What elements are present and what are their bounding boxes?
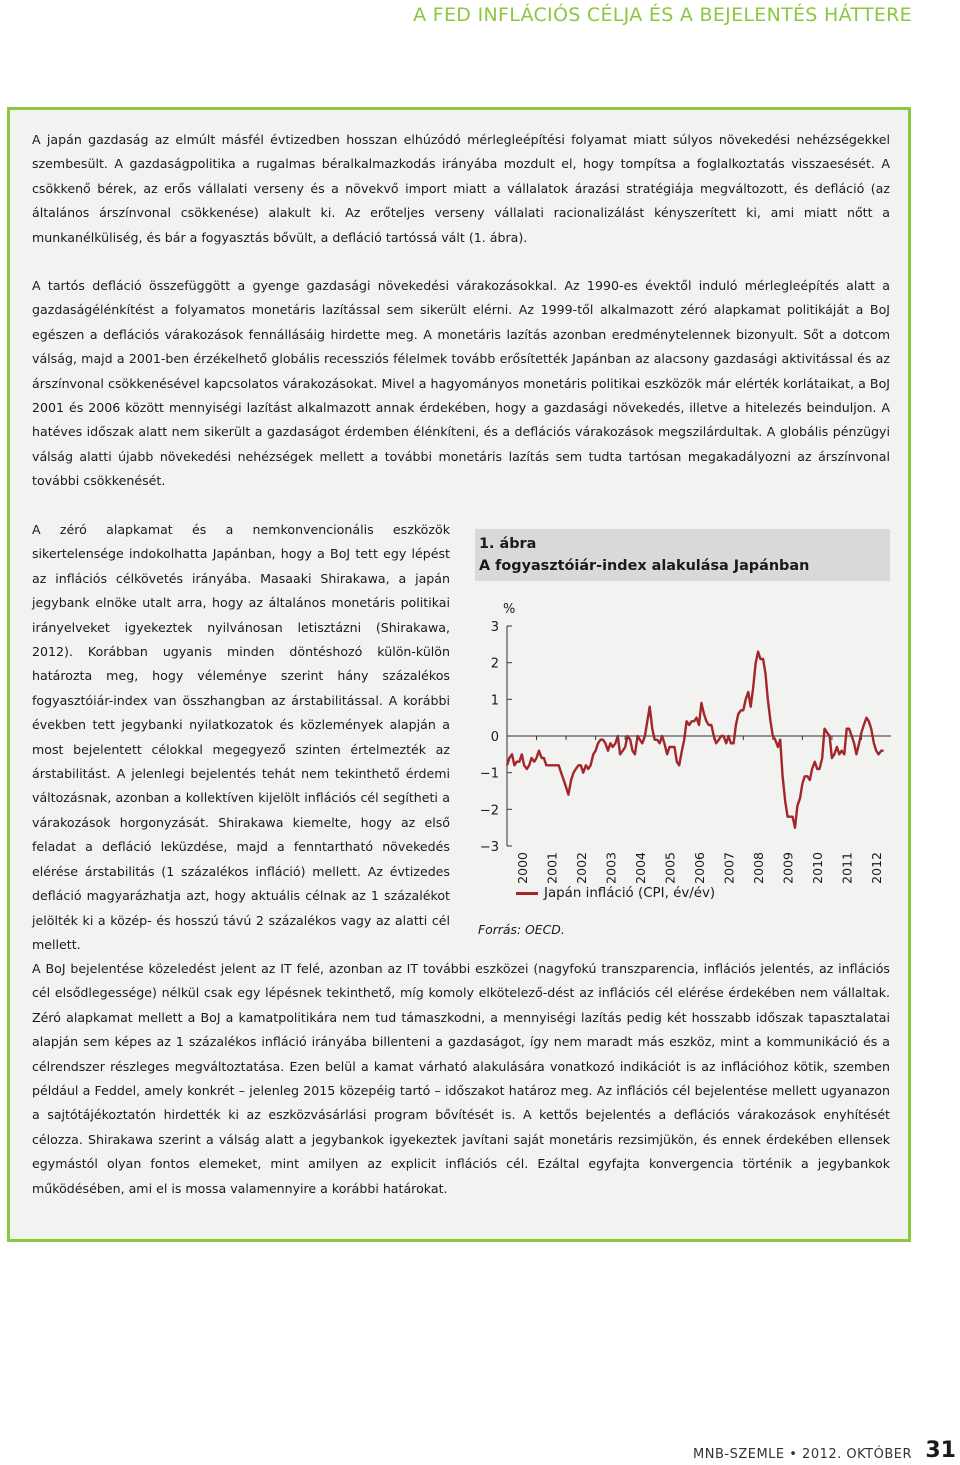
footer-journal: MNB-SZEMLE • 2012. OKTÓBER: [693, 1447, 912, 1462]
y-tick-label: 2: [490, 656, 499, 672]
y-tick-label: 3: [490, 620, 499, 635]
y-unit-label: %: [503, 602, 516, 617]
x-tick-label: 2011: [839, 852, 855, 884]
y-tick-label: −3: [479, 840, 499, 855]
cpi-series-line: [507, 652, 884, 828]
x-tick-label: 2012: [869, 852, 885, 884]
chart-legend: [516, 886, 715, 901]
x-tick-label: 2004: [632, 852, 648, 884]
y-tick-label: 1: [490, 693, 499, 709]
paragraph-1: A japán gazdaság az elmúlt másfél évtizedben hosszan elhúzódó mérlegleépítési folyamat miatt súlyos növekedési nehézségekkel szembesült. A gazdaságpolitika a rugalmas béralkalmazkodás irányába mozdult el, hogy tompítsa a foglalkoztatás visszaesését. A csökkenő bérek, az erős vállalati verseny és a növekvő import miatt a vállalatok árazási stratégiája megváltozott, és defláció (az általános árszínvonal csökkenése) alakult ki. Az erőteljes verseny vállalati racionalizálást kényszerített ki, ami miatt nőtt a munkanélküliség, és bár a fogyasztás bővült, a defláció tartóssá vált (1. ábra).: [32, 132, 890, 245]
x-tick-label: 2003: [603, 852, 619, 884]
paragraph-2: A tartós defláció összefüggött a gyenge gazdasági növekedési várakozásokkal. Az 1990-es évektől induló mérlegleépítés alatt a gazdaságélénkítést a folyamatos monetáris lazítással sem sikerült elérni. Az 1999-től alkalmazott zéró alapkamat politikáját a BoJ egészen a deflációs várakozások fennállásáig hirdette meg. A monetáris lazítás azonban eredménytelennek bizonyult. Sőt a dotcom válság, majd a 2001-ben érzékelhető globális recessziós félelmek tovább erősítették Japánban az alacsony gazdasági aktivitással és az árszínvonal csökkenésével kapcsolatos várakozásokat. Mivel a hagyományos monetáris politikai eszközök már elérték korlátaikat, a BoJ 2001 és 2006 között mennyiségi lazítást alkalmazott annak érdekében, hogy a gazdasági növekedés, illetve a hitelezés beinduljon. A hatéves időszak alatt nem sikerült a gazdaságot érdemben élénkíteni, és a deflációs várakozások megszilárdultak. A globális pénzügyi válság alatti újabb növekedési nehézségek mellett a további monetáris lazítás sem tudta tartósan megakadályozni az árszínvonal további csökkenését.: [32, 278, 890, 489]
y-tick-label: −1: [479, 766, 499, 782]
x-tick-label: 2000: [514, 852, 530, 884]
x-tick-label: 2009: [780, 852, 796, 884]
y-tick-label: 0: [490, 730, 499, 745]
figure-title: A fogyasztóiár-index alakulása Japánban: [479, 558, 810, 574]
figure-number: 1. ábra: [479, 536, 537, 552]
x-tick-label: 2010: [810, 852, 826, 884]
article-box: [7, 107, 911, 1242]
cpi-chart: [475, 588, 895, 888]
page-number: 31: [925, 1438, 956, 1463]
x-tick-label: 2002: [573, 852, 589, 884]
figure-header: [475, 529, 890, 581]
x-tick-label: 2008: [751, 852, 767, 884]
paragraph-3: A zéró alapkamat és a nemkonvencionális eszközök sikertelensége indokolhatta Japánban, hogy a BoJ tett egy lépést az inflációs célkövetés irányába. Masaaki Shirakawa, a japán jegybank elnöke utalt arra, hogy az általános monetáris politikai irányelveket igyekeztek nyilvánosan letisztázni (Shirakawa, 2012). Korábban ugyanis minden döntéshozó külön-külön határozta meg, hogy véleménye szerint hány százalékos fogyasztóiár-index van összhangban az árstabilitással. A korábbi években tett jegybanki nyilatkozatok és közlemények alapján a most bejelentett célokkal megegyező szinten értelmezték az árstabilitást. A jelenlegi bejelentés tehát nem tekinthető érdemi változásnak, azonban a kollektíven kijelölt inflációs cél segítheti a várakozások horgonyzását. Shirakawa kiemelte, hogy az első feladat a defláció leküzdése, majd a fenntartható növekedés elérése árstabilitás (1 százalékos infláció) mellett. Az évtizedes defláció magyarázhatja azt, hogy aktuális célnak az 1 százalékot jelölték ki a közép- és hosszú távú 2 százalékos vagy az alatti cél mellett.: [32, 522, 450, 952]
legend-label: Japán infláció (CPI, év/év): [544, 886, 716, 901]
legend-swatch: [516, 892, 538, 895]
x-tick-label: 2006: [692, 852, 707, 884]
x-tick-label: 2005: [662, 852, 678, 884]
paragraph-4: A BoJ bejelentése közeledést jelent az IT felé, azonban az IT további eszközei (nagyfokú transzparencia, inflációs jelentés, az inflációs cél elsődlegessége) nélkül csak egy lépésnek tekinthető, míg komoly elkötelező-dést az inflációs cél elérése érdekében nem vállaltak. Zéró alapkamat mellett a BoJ a kamatpolitikára nem tud támaszkodni, a mennyiségi lazítás pedig két hosszabb időszak tapasztalatai alapján sem képes az 1 százalékos infláció irányába billenteni a gazdaságot, így nem maradt más eszköz, mint a kommunikáció és a célrendszer részleges megváltoztatása. Ezen belül a kamat várható alakulására vonatkozó indikációt is az inflációhoz kötik, szemben például a Feddel, amely konkrét – jelenleg 2015 közepéig tartó – időszakot határoz meg. Az inflációs cél bejelentése mellett ugyanazon a sajtótájékoztatón hirdették ki az eszközvásárlási program bővítését is. A kettős bejelentés a deflációs várakozások enyhítését célozza. Shirakawa szerint a válság alatt a jegybankok igyekeztek javítani saját monetáris rezsimjükön, és ennek érdekében ellensek egymástól olyan fontos elemeket, mint amilyen az explicit inflációs cél. Ezáltal egyfajta konvergencia történik a jegybankok működésében, ami el is mossa valamennyire a korábbi határokat.: [32, 961, 890, 1196]
figure-source: Forrás: OECD.: [478, 922, 565, 937]
x-tick-label: 2007: [721, 852, 737, 884]
x-tick-label: 2001: [544, 852, 560, 884]
y-tick-label: −2: [479, 803, 499, 819]
running-header: A FED INFLÁCIÓS CÉLJA ÉS A BEJELENTÉS HÁTTERE: [413, 4, 912, 26]
